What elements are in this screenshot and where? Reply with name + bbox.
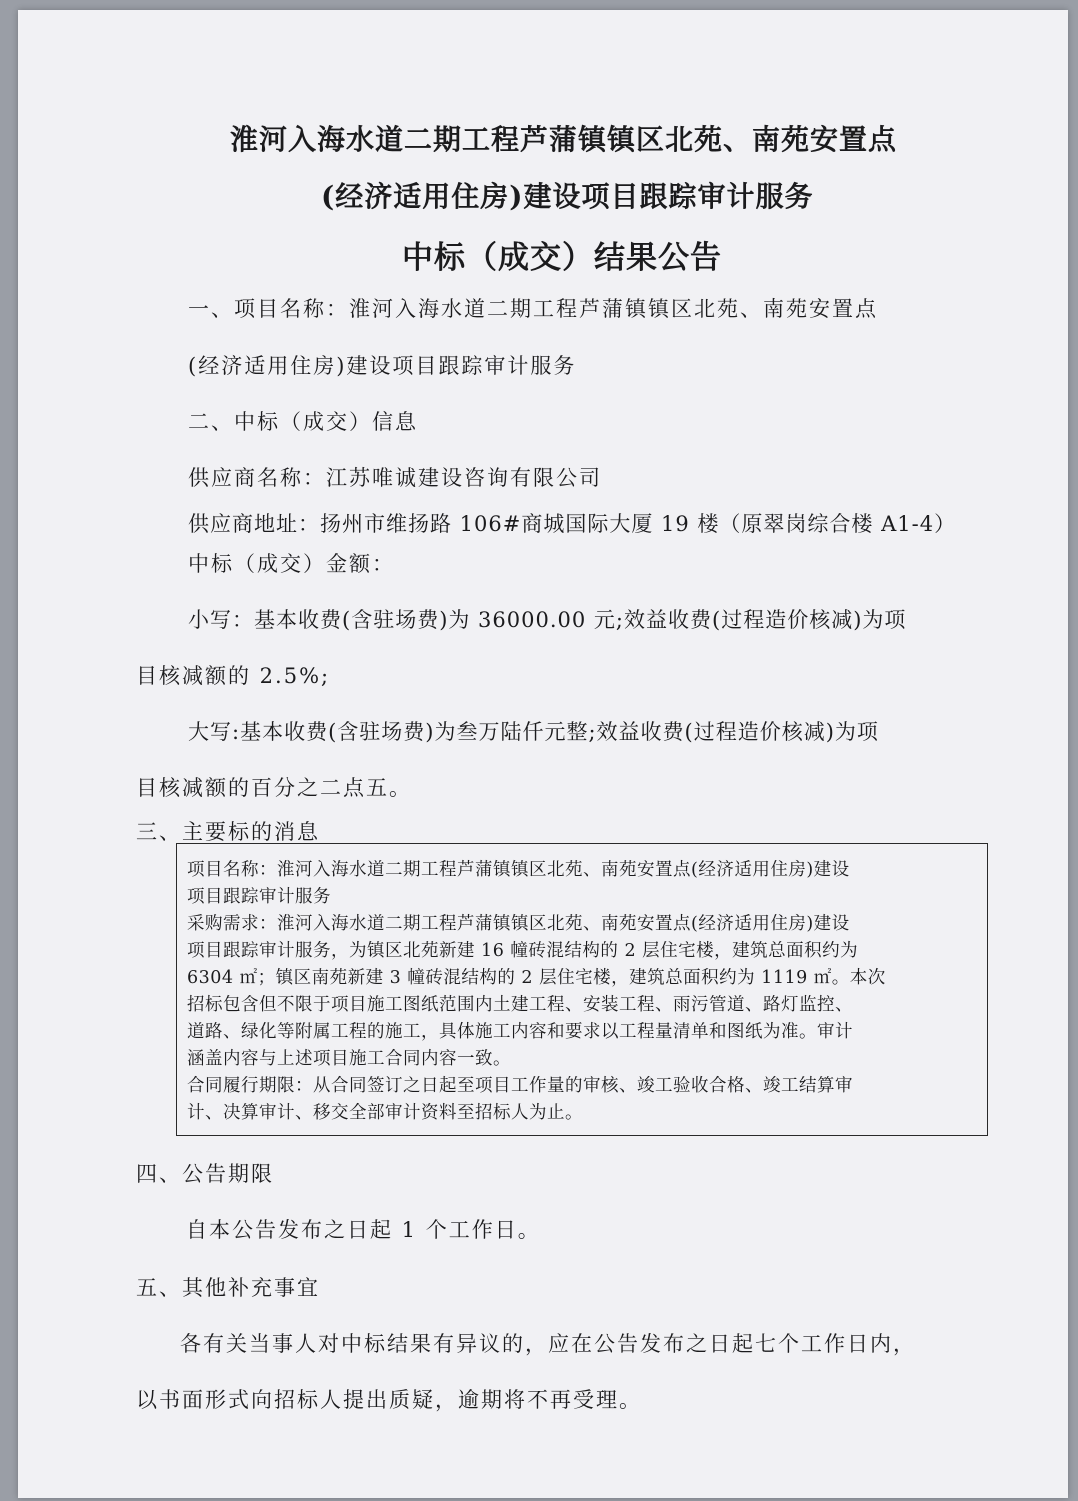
box-line: 项目跟踪审计服务 [187,887,331,907]
subject-info-box [176,843,988,1136]
amount-big-line-2: 目核减额的百分之二点五。 [136,776,412,800]
section-1-line-1: 一、项目名称：淮河入海水道二期工程芦蒲镇镇区北苑、南苑安置点 [188,297,878,321]
box-line: 6304 ㎡；镇区南苑新建 3 幢砖混结构的 2 层住宅楼，建筑总面积约为 1119 ㎡。本次 [187,968,886,988]
box-line: 招标包含但不限于项目施工图纸范围内土建工程、安装工程、雨污管道、路灯监控、 [187,995,853,1015]
box-line: 涵盖内容与上述项目施工合同内容一致。 [187,1049,511,1069]
section-2-heading: 二、中标（成交）信息 [188,410,418,434]
box-line: 项目跟踪审计服务，为镇区北苑新建 16 幢砖混结构的 2 层住宅楼，建筑总面积约为 [187,941,859,961]
box-line: 计、决算审计、移交全部审计资料至招标人为止。 [187,1103,583,1123]
section-3-heading: 三、主要标的消息 [136,820,320,844]
box-line: 道路、绿化等附属工程的施工，具体施工内容和要求以工程量清单和图纸为准。审计 [187,1022,853,1042]
section-4-heading: 四、公告期限 [136,1162,274,1186]
title-line-3: 中标（成交）结果公告 [402,240,722,276]
box-line: 采购需求：淮河入海水道二期工程芦蒲镇镇区北苑、南苑安置点(经济适用住房)建设 [187,914,850,934]
amount-big-line-1: 大写:基本收费(含驻场费)为叁万陆仟元整;效益收费(过程造价核减)为项 [188,720,879,744]
amount-small-line-1: 小写：基本收费(含驻场费)为 36000.00 元;效益收费(过程造价核减)为项 [188,608,907,632]
box-line: 项目名称：淮河入海水道二期工程芦蒲镇镇区北苑、南苑安置点(经济适用住房)建设 [187,860,850,880]
section-5-line-2: 以书面形式向招标人提出质疑，逾期将不再受理。 [136,1388,642,1412]
amount-label: 中标（成交）金额： [188,552,395,576]
document-page [18,10,1068,1498]
section-5-heading: 五、其他补充事宜 [136,1276,320,1300]
box-line: 合同履行期限：从合同签订之日起至项目工作量的审核、竣工验收合格、竣工结算审 [187,1076,853,1096]
section-5-line-1: 各有关当事人对中标结果有异议的，应在公告发布之日起七个工作日内， [180,1332,916,1356]
supplier-address: 供应商地址：扬州市维扬路 106#商城国际大厦 19 楼（原翠岗综合楼 A1-4） [188,512,957,536]
title-line-1: 淮河入海水道二期工程芦蒲镇镇区北苑、南苑安置点 [230,123,898,156]
section-1-line-2: (经济适用住房)建设项目跟踪审计服务 [188,354,577,378]
title-line-2: (经济适用住房)建设项目跟踪审计服务 [321,180,814,213]
supplier-name: 供应商名称：江苏唯诚建设咨询有限公司 [188,466,602,490]
section-4-text: 自本公告发布之日起 1 个工作日。 [186,1218,541,1242]
amount-small-line-2: 目核减额的 2.5%; [136,664,331,688]
